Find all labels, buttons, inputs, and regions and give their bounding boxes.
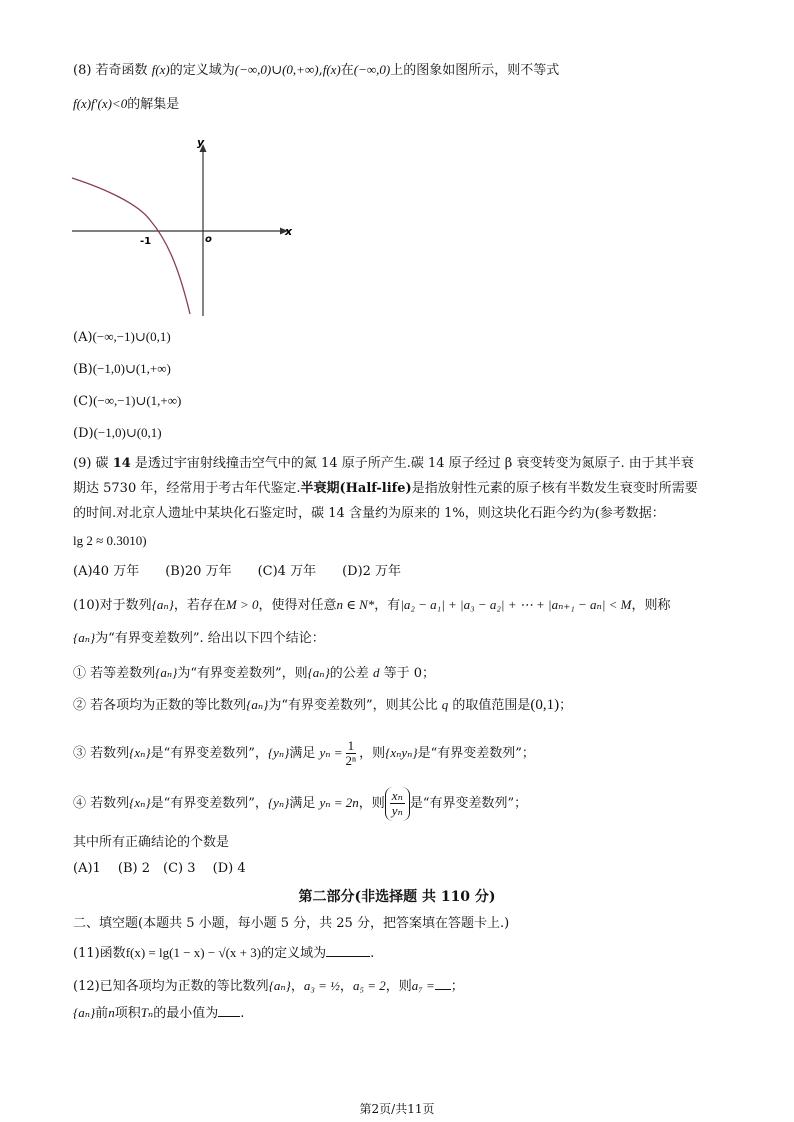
q10-conclusion-2	[73, 695, 572, 716]
q10-math: {aₙ}	[73, 630, 96, 645]
q12-math: a₃ = ½	[303, 978, 340, 993]
q10-text: 其中所有正确结论的个数是	[73, 835, 230, 850]
q10-conclusion-1	[73, 663, 435, 684]
q10-question	[73, 833, 229, 853]
q10-text: 的公差	[329, 666, 369, 681]
answer-blank[interactable]	[218, 1004, 240, 1017]
q8-line2	[73, 94, 179, 115]
q8-option-c	[73, 391, 181, 412]
q10-math: {aₙ}	[246, 697, 269, 712]
q10-text: 满足	[289, 796, 316, 811]
graph-origin-label: o	[205, 234, 212, 245]
option-text: (−1,0)∪(1,+∞)	[92, 361, 171, 376]
q10-math: yₙ =	[319, 745, 343, 760]
q10-text: 是“有界变差数列”，	[150, 796, 268, 811]
instructions-text: 二、填空题(本题共 5 小题，每小题 5 分，共 25 分，把答案填在答题卡上.)	[73, 916, 510, 931]
q8-option-b	[73, 359, 171, 380]
q12-line1	[73, 976, 464, 997]
q12-line2	[73, 1003, 244, 1024]
option-letter: (C)	[73, 394, 94, 409]
q10-text: ，若存在	[173, 598, 226, 613]
q11-math: f(x) = lg(1 − x) − √(x + 3)	[125, 945, 262, 960]
q10-text: ，则称	[631, 598, 671, 613]
option-letter: (A)	[73, 330, 93, 345]
q12-math: a₇ =	[411, 978, 435, 993]
q11-text: 的定义域为	[261, 946, 327, 961]
part2-instructions	[73, 914, 509, 934]
q12-text: ，	[339, 979, 353, 994]
q9-text: 是透过宇宙射线撞击空气中的氮 14 原子所产生.碳 14 原子经过 β 衰变转变为氮原子. 由于其半衰	[130, 456, 694, 471]
q8-math-f: f(x)	[151, 62, 170, 77]
q12-math: n	[108, 1005, 115, 1020]
q12-text: 的最小值为	[153, 1006, 219, 1021]
q10-math: q	[441, 697, 449, 712]
q10-text: ② 若各项均为正数的等比数列	[73, 698, 247, 713]
q12-math: Tₙ	[140, 1005, 154, 1020]
q12-math: {aₙ}	[73, 1005, 96, 1020]
q10-text: ；	[559, 698, 573, 713]
q12-text: ，	[290, 979, 304, 994]
q12-text: 前	[95, 1006, 109, 1021]
part2-title: 第二部分(非选择题 共 110 分)	[298, 889, 496, 905]
q8-math-f2: f(x)	[322, 62, 341, 77]
option-text: (−∞,−1)∪(0,1)	[92, 329, 171, 344]
q8-text: 的定义域为	[169, 63, 235, 78]
q10-math: (0,1)	[530, 697, 560, 713]
q10-math: {aₙ}	[307, 665, 330, 680]
q9-text: 的时间.对北京人遗址中某块化石鉴定时，碳 14 含量约为原来的 1%，则这块化石距今约为(参考数据：	[73, 506, 665, 521]
q10-text: 是“有界变差数列”；	[409, 796, 528, 811]
q11-text: (11)函数	[73, 946, 126, 961]
q10-text: 的取值范围是	[452, 698, 531, 713]
q12-text: 项积	[114, 1006, 141, 1021]
q10-math: {xₙ}	[129, 795, 151, 810]
q10-math: {yₙ}	[267, 745, 290, 760]
fraction-denominator: yₙ	[391, 802, 403, 818]
q10-text: 为“有界变差数列”，则其公比	[268, 698, 438, 713]
q9-reference-data: lg 2 ≈ 0.3010)	[73, 533, 147, 548]
q9-line3	[73, 504, 665, 524]
option-text: (−∞,−1)∪(1,+∞)	[93, 393, 182, 408]
q9-options	[73, 562, 401, 582]
q12-text: ；	[450, 979, 464, 994]
option-letter: (D)	[73, 426, 94, 441]
option-text: (−1,0)∪(0,1)	[93, 425, 162, 440]
q10-math: d	[372, 665, 380, 680]
q10-text: 为“有界变差数列”. 给出以下四个结论：	[95, 631, 325, 646]
q10-text: ④ 若数列	[73, 796, 130, 811]
q10-text: ① 若等差数列	[73, 666, 156, 681]
q12-math: a₅ = 2	[352, 978, 386, 993]
q12-math: {aₙ}	[268, 978, 291, 993]
q10-text: 是“有界变差数列”，	[150, 746, 268, 761]
q9-line2	[73, 479, 698, 499]
q10-text: 是“有界变差数列”；	[417, 746, 535, 761]
q8-text: 的解集是	[127, 97, 180, 112]
graph-y-label: y	[197, 136, 205, 149]
q10-text: 满足	[289, 746, 316, 761]
q8-line1	[73, 60, 559, 81]
q10-options-text: (A)1 (B) 2 (C) 3 (D) 4	[73, 861, 246, 876]
q10-math: M > 0	[225, 597, 259, 612]
option-letter: (B)	[73, 362, 93, 377]
q12-text: ，则	[385, 979, 412, 994]
q10-text: ，使得对任意	[258, 598, 337, 613]
q10-math: {yₙ}	[267, 795, 290, 810]
q10-text: 为“有界变差数列”，则	[177, 666, 308, 681]
q9-bold: 14	[112, 456, 131, 471]
q9-bold-term: 半衰期(Half-life)	[300, 481, 412, 496]
q10-text: ，则	[358, 796, 385, 811]
q11-line	[73, 943, 374, 964]
q8-math-inequality: f(x)f′(x)<0	[73, 96, 128, 111]
q8-text: 在	[340, 63, 354, 78]
q10-math: {xₙyₙ}	[385, 745, 418, 760]
q9-text: (9) 碳	[73, 456, 113, 471]
graph-x-label: x	[285, 225, 293, 238]
q10-fraction	[390, 789, 405, 818]
q8-math-interval: (−∞,0)	[353, 62, 391, 77]
q10-conclusion-3	[73, 736, 535, 771]
q10-text: ，则	[359, 746, 386, 761]
answer-blank[interactable]	[326, 944, 370, 957]
q8-option-d	[73, 423, 162, 444]
graph-curve	[72, 178, 190, 314]
q10-text: ，有	[374, 598, 401, 613]
q8-math-domain: (−∞,0)∪(0,+∞)	[234, 62, 319, 77]
q9-text: 是指放射性元素的原子核有半数发生衰变时所需要	[411, 481, 698, 496]
q10-text: ③ 若数列	[73, 746, 130, 761]
answer-blank[interactable]	[435, 977, 451, 990]
q10-math: {aₙ}	[151, 597, 174, 612]
q12-text: (12)已知各项均为正数的等比数列	[73, 979, 269, 994]
q10-brace-fraction	[385, 787, 410, 821]
q9-options-text: (A)40 万年 (B)20 万年 (C)4 万年 (D)2 万年	[73, 564, 402, 579]
q10-conclusion-4	[73, 786, 527, 821]
q10-line1	[73, 595, 671, 616]
q8-text: 上的图象如图所示，则不等式	[390, 63, 560, 78]
q9-line4	[73, 531, 147, 552]
q8-function-graph	[66, 134, 298, 320]
q10-math: {xₙ}	[129, 745, 151, 760]
q10-math: yₙ = 2n	[319, 795, 359, 810]
q10-math-sum: |a₂ − a₁| + |a₃ − a₂| + ⋯ + |aₙ₊₁ − aₙ| < M	[400, 597, 632, 612]
q10-fraction	[346, 739, 357, 768]
page-footer: 第2页/共11页	[359, 1102, 435, 1116]
q8-text: ,	[318, 63, 323, 78]
q10-line2	[73, 628, 325, 649]
q9-text: 期达 5730 年，经常用于考古年代鉴定.	[73, 481, 301, 496]
q10-text: (10)对于数列	[73, 598, 152, 613]
fraction-numerator: 1	[346, 739, 357, 754]
fraction-denominator: 2ⁿ	[345, 753, 357, 768]
q9-line1	[73, 454, 694, 474]
q10-math: {aₙ}	[155, 665, 178, 680]
q8-text: (8) 若奇函数	[73, 63, 148, 78]
q12-text: .	[240, 1006, 245, 1021]
q11-text: .	[370, 946, 375, 961]
q10-math: n ∈ N*	[336, 597, 375, 612]
q10-text: 等于 0；	[383, 666, 435, 681]
graph-tick-label: -1	[140, 236, 152, 247]
q10-options	[73, 859, 246, 879]
fraction-numerator: xₙ	[391, 787, 403, 803]
q8-option-a	[73, 327, 171, 348]
